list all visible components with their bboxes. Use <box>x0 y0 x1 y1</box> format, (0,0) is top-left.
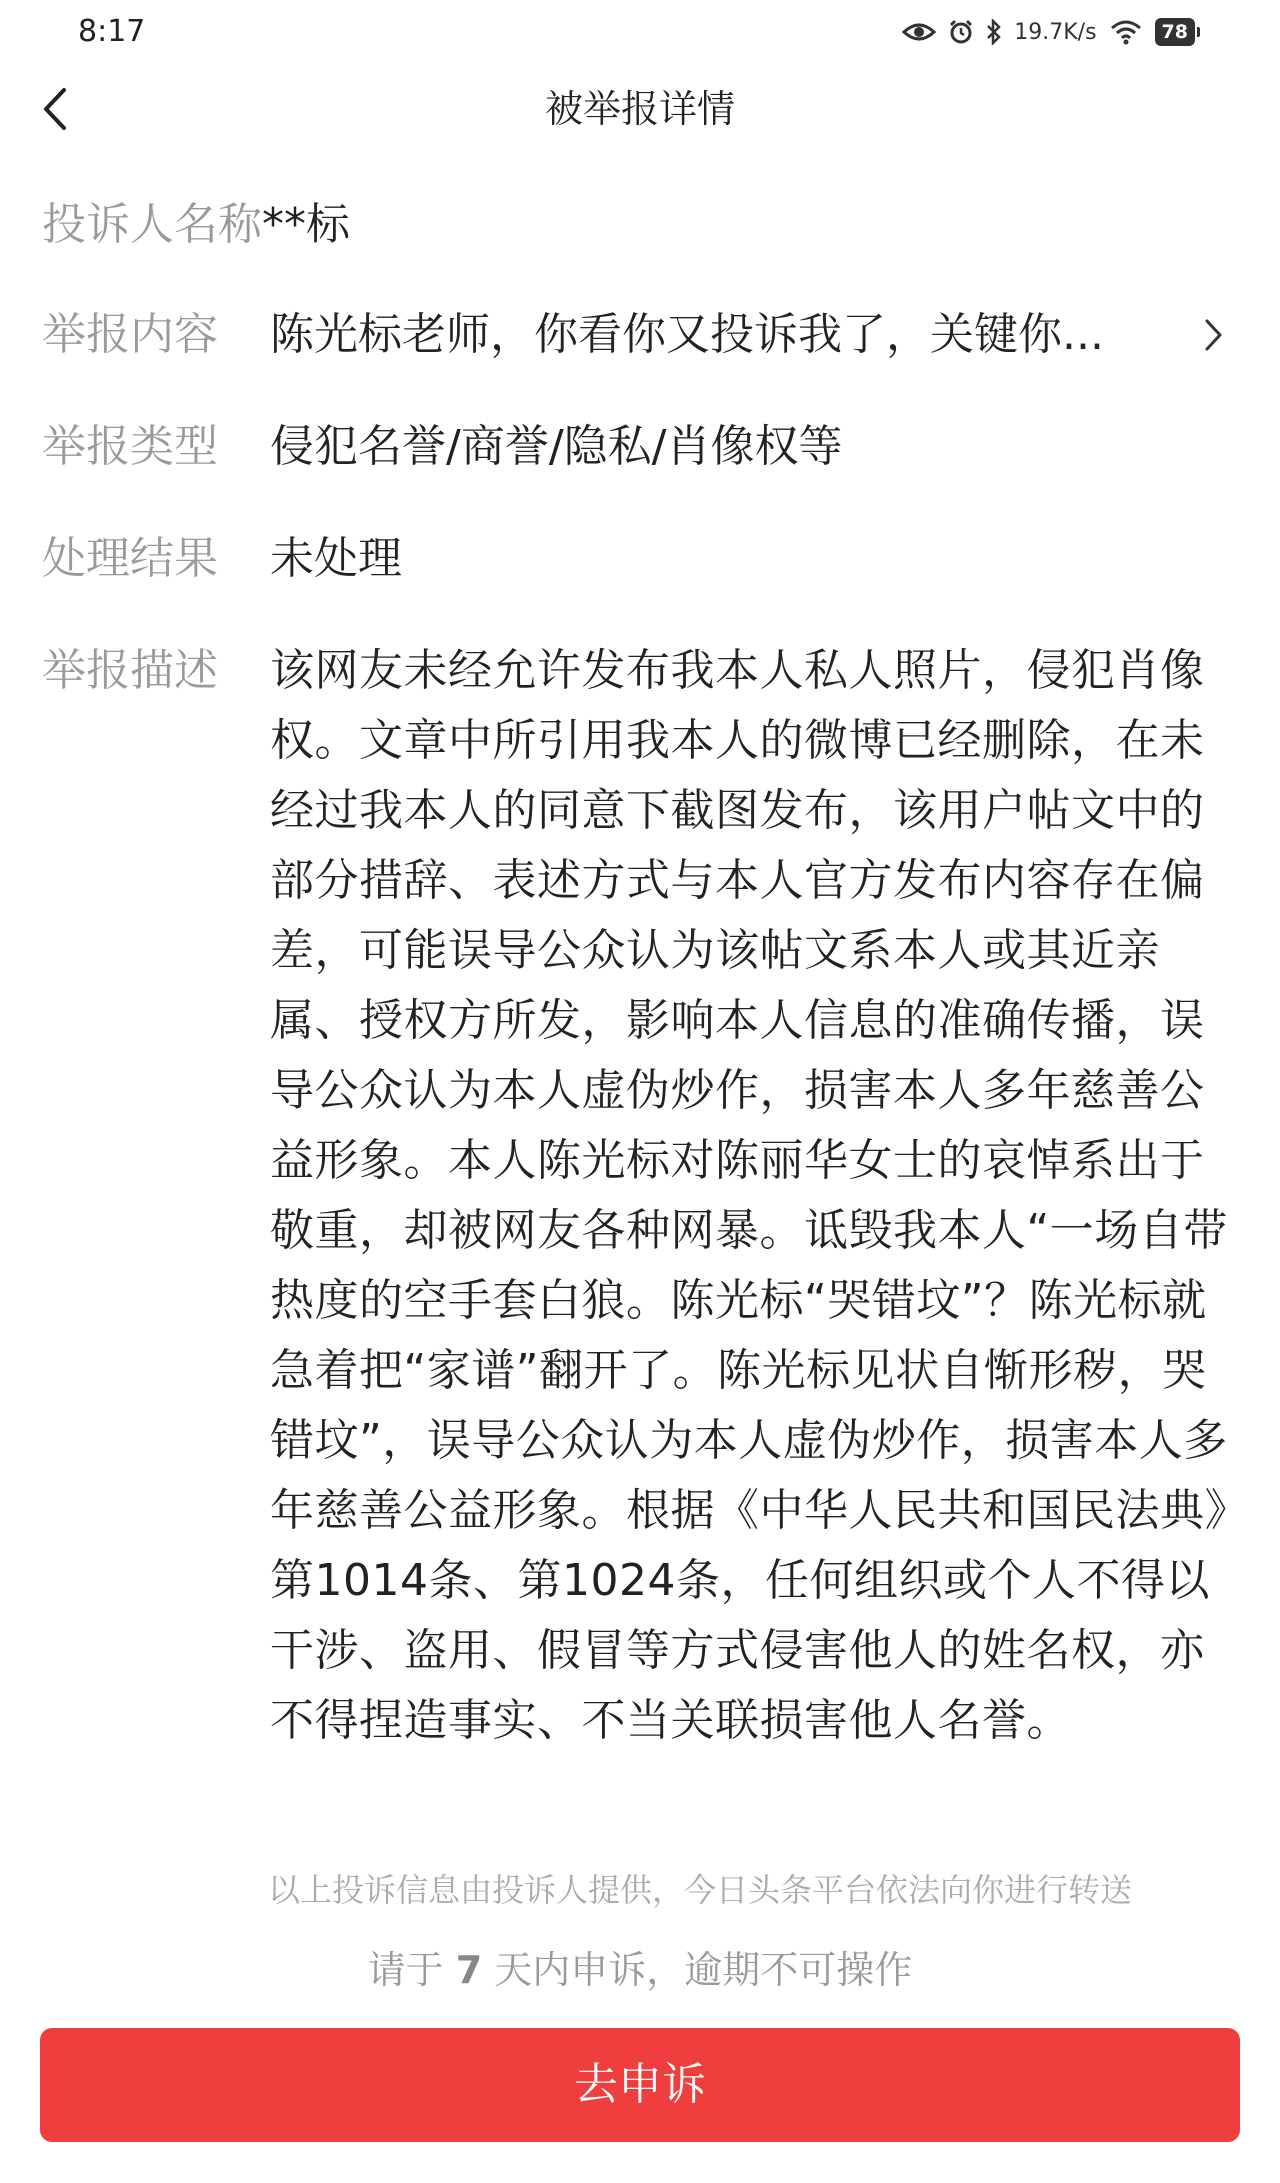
field-report-type <box>42 412 1242 482</box>
net-speed: 19.7K/s <box>1014 19 1097 45</box>
report-type-label: 举报类型 <box>42 421 218 472</box>
field-complainant <box>42 190 1242 260</box>
field-report-content[interactable] <box>42 300 1242 370</box>
deadline-prefix: 请于 <box>367 1948 456 1992</box>
wifi-icon <box>1109 19 1143 45</box>
field-handling-result <box>42 524 1242 594</box>
report-description-value: 该网友未经允许发布我本人私人照片，侵犯肖像权。文章中所引用我本人的微博已经删除，在未经过我本人的同意下截图发布，该用户帖文中的部分措辞、表述方式与本人官方发布内容存在偏差，可能误导公众认为该帖文系本人或其近亲属、授权方所发，影响本人信息的准确传播，误导公众认为本人虚伪炒作，损害本人多年慈善公益形象。本人陈光标对陈丽华女士的哀悼系出于敬重，却被网友各种网暴。诋毁我本人“一场自带热度的空手套白狼。陈光标“哭错坟”？陈光标就急着把“家谱”翻开了。陈光标见状自惭形秽，哭错坟”，误导公众认为本人虚伪炒作，损害本人多年慈善公益形象。根据《中华人民共和国民法典》第1014条、第1024条，任何组织或个人不得以干涉、盗用、假冒等方式侵害他人的姓名权，亦不得捏造事实、不当关联损害他人名誉。 <box>270 645 1228 1746</box>
chevron-right-icon[interactable] <box>1204 318 1224 356</box>
handling-result-label: 处理结果 <box>42 533 218 584</box>
report-description-label: 举报描述 <box>42 645 218 696</box>
bluetooth-icon <box>986 19 1002 45</box>
field-report-description <box>42 636 1242 1756</box>
complainant-label: 投诉人名称 <box>42 199 262 250</box>
eye-icon <box>902 20 936 44</box>
complainant-value: **标 <box>262 199 350 250</box>
appeal-button[interactable]: 去申诉 <box>40 2028 1240 2142</box>
report-content-value[interactable]: 陈光标老师，你看你又投诉我了，关键你... <box>270 309 1104 360</box>
status-time: 8:17 <box>78 14 146 49</box>
handling-result-value: 未处理 <box>270 533 402 584</box>
page-title: 被举报详情 <box>544 87 735 131</box>
report-type-value: 侵犯名誉/商誉/隐私/肖像权等 <box>270 421 843 472</box>
forwarding-notice: 以上投诉信息由投诉人提供，今日头条平台依法向你进行转送 <box>268 1871 1133 1909</box>
alarm-icon <box>948 19 974 45</box>
deadline-days: 7 <box>455 1948 483 1992</box>
battery-level: 78 <box>1155 18 1195 46</box>
appeal-deadline <box>0 1942 1280 1998</box>
deadline-suffix: 天内申诉，逾期不可操作 <box>482 1948 913 1992</box>
battery-icon <box>1155 18 1200 46</box>
nav-header <box>0 64 1280 154</box>
report-content-label: 举报内容 <box>42 309 218 360</box>
status-bar <box>0 0 1280 64</box>
status-icons <box>902 12 1200 52</box>
